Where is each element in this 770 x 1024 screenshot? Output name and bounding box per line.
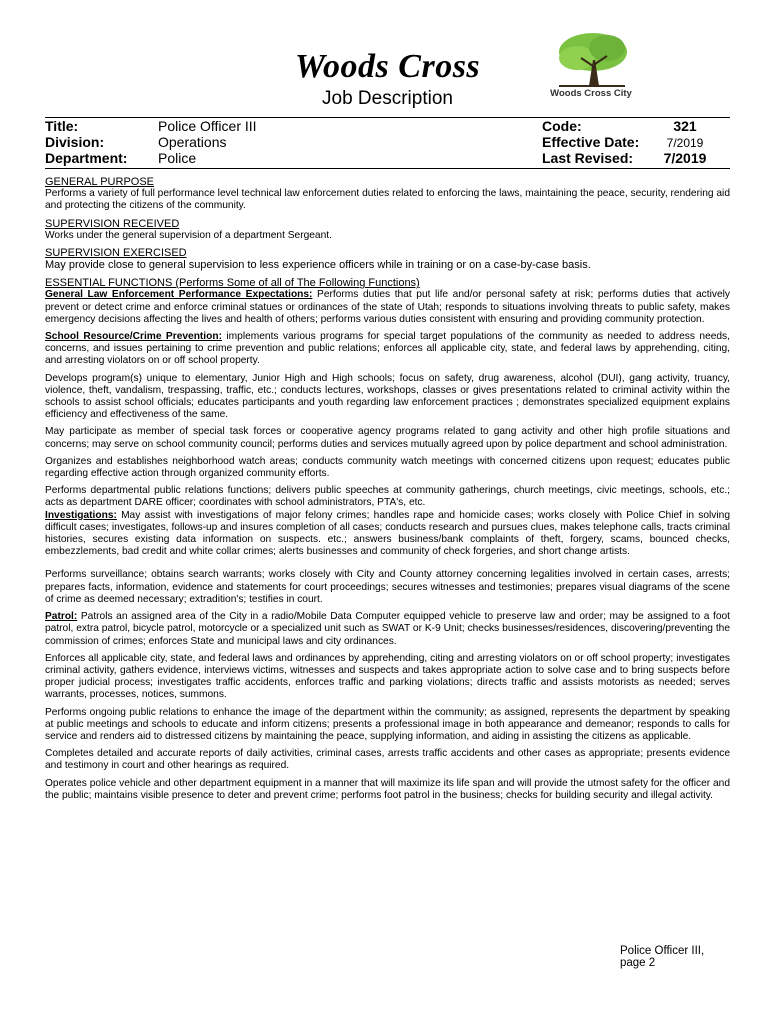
investigations-paragraph-2: Performs surveillance; obtains search warrants; works closely with City and County attorney concerning legalities involved in certain cases, arrests; prepares facts, information, evidence and statements for court proceedings; secures witnesses and testimonies; prepares visual diagrams of the scene of crime as deemed necessary; extradition's; testifies in court. [45,569,730,605]
patrol-paragraph-5: Operates police vehicle and other department equipment in a manner that will maximize its life span and will provide the utmost safety for the officer and the public; maintains visible presence to deter and prevent crime; performs foot patrol in the business; checks for building security and illegal activity. [45,777,730,801]
supervision-exercised-heading: SUPERVISION EXERCISED [45,247,187,260]
school-paragraph-4: Organizes and establishes neighborhood watch areas; conducts community watch meetings with concerned citizens upon request; educates public regarding effective action through organized community efforts. [45,455,730,480]
document-body [45,176,730,807]
school-text: implements various programs for special target populations of the community as needed to address needs, concerns, and issues pertaining to crime prevention and public relations; enforces all applicable city, state, and federal laws by apprehending, citing, and arresting violators on or off school property. [45,331,730,367]
investigations-label: Investigations: [45,509,117,521]
general-le-paragraph [45,289,730,326]
patrol-paragraph-3: Performs ongoing public relations to enhance the image of the department within the community; as assigned, represents the department by speaking at public meetings and schools to educate and inform citizens; presents a professional image in both appearance and demeanor; responds to calls for service and renders aid to distressed citizens by maintaining the peace, supplying information, and aiding in assisting the citizens as applicable. [45,706,730,742]
logo-text: Woods Cross City [550,88,632,99]
supervision-received-heading: SUPERVISION RECEIVED [45,217,180,230]
page-footer: Police Officer III, page 2 [620,945,705,969]
org-name: Woods Cross [294,48,481,85]
department-value: Police [158,150,197,166]
info-row-division [45,134,730,151]
tree-icon [549,30,633,90]
effective-value: 7/2019 [666,136,704,150]
title-label: Title: [45,118,79,134]
school-paragraph-2: Develops program(s) unique to elementary, Junior High and High schools; focus on safety, drug awareness, alcohol (DUI), gang activity, truancy, violence, theft, vandalism, trespassing, traffic, etc.; conducts lectures, workshops, classes or gives presentations related to criminal activity within the schools to assist school officials; educates participants and youth regarding law enforcement practices ; demonstrates specialized equipment explains efficiency and effectiveness of the same. [45,372,730,421]
general-le-text: Performs duties that put life and/or personal safety at risk; performs duties that actively prevent or detect crime and enforce criminal statues or ordinances of the state of Utah; responds to situations involving threats to public safety, makes emergency decisions affecting the lives and health of others; performs various duties consistent with ensuring and providing community protection. [45,289,730,325]
patrol-paragraph-4: Completes detailed and accurate reports of daily activities, criminal cases, arrests traffic accidents and other cases as appropriate; presents evidence and testimony in court and other hearings as required. [45,748,730,772]
supervision-exercised-text: May provide close to general supervision to less experience officers while in training or on a case-by-case basis. [45,259,591,272]
header [45,0,730,112]
school-paragraph-3: May participate as member of special task forces or cooperative agency programs related to gang activity and other high profile situations and concerns; may serve on school community council; performs duties and services mutually agreed upon by police department and school administration. [45,426,730,450]
revised-label: Last Revised: [542,150,634,166]
job-info-table [45,117,730,169]
general-le-label: General Law Enforcement Performance Expectations: [45,289,313,301]
school-label: School Resource/Crime Prevention: [45,331,222,343]
school-paragraph [45,331,730,368]
patrol-paragraph-2: Enforces all applicable city, state, and federal laws and ordinances by apprehending, citing and arresting violators on or off school property; investigates criminal activity, gathers evidence, interviews victims, witnesses and suspects and takes appropriate action to solve case and to bring suspects before proper judicial process; investigates traffic accidents, enforces traffic and parking violations; directs traffic and assists motorists as needed; serves warrants, processes, notices, summons. [45,652,730,701]
division-label: Division: [45,134,105,150]
title-value: Police Officer III [158,118,257,134]
essential-functions-heading: ESSENTIAL FUNCTIONS (Performs Some of all of The Following Functions) [45,277,420,290]
general-purpose-text: Performs a variety of full performance level technical law enforcement duties related to enforcing the laws, maintaining the peace, security, rendering aid and protecting the citizens of the community. [45,188,730,212]
effective-label: Effective Date: [542,134,640,150]
code-label: Code: [542,118,582,134]
doc-type: Job Description [322,88,453,109]
division-value: Operations [158,134,227,150]
patrol-text: Patrols an assigned area of the City in a radio/Mobile Data Computer equipped vehicle to preserve law and order; may be assigned to a foot patrol, extra patrol, bicycle patrol, motorcycle or a specialized unit such as SWAT or K-9 Unit; checks businesses/residences, discovering/preventing the commission of crimes; enforces State and municipal laws and city ordinances. [45,611,730,647]
info-row-title [45,118,730,135]
investigations-text: May assist with investigations of major felony crimes; handles rape and homicide cases; works closely with Police Chief in solving difficult cases; investigates, follows-up and insures completion of all cases; conducts research and pursues clues, makes telephone calls, tracts criminal histories, secures existing data information on suspects. etc.; answers business/bank complaints of theft, forgery, scams, bounced checks, embezzlements, bad credit and white collar crimes; alerts businesses and community of check forgeries, and short change artists. [45,509,730,558]
supervision-received-text: Works under the general supervision of a department Sergeant. [45,229,332,241]
patrol-paragraph [45,611,730,648]
patrol-label: Patrol: [45,611,78,623]
department-label: Department: [45,150,128,166]
document-page [45,0,730,969]
general-purpose-heading: GENERAL PURPOSE [45,176,155,188]
info-row-department [45,150,730,167]
city-logo [541,30,641,110]
school-paragraph-5: Performs departmental public relations functions; delivers public speeches at community gatherings, church meetings, civic meetings, schools, etc.; acts as department DARE officer; coordinates with school administrators, PTA's, etc. [45,485,730,509]
investigations-paragraph [45,510,730,559]
revised-value: 7/2019 [663,150,707,166]
code-value: 321 [673,118,697,134]
